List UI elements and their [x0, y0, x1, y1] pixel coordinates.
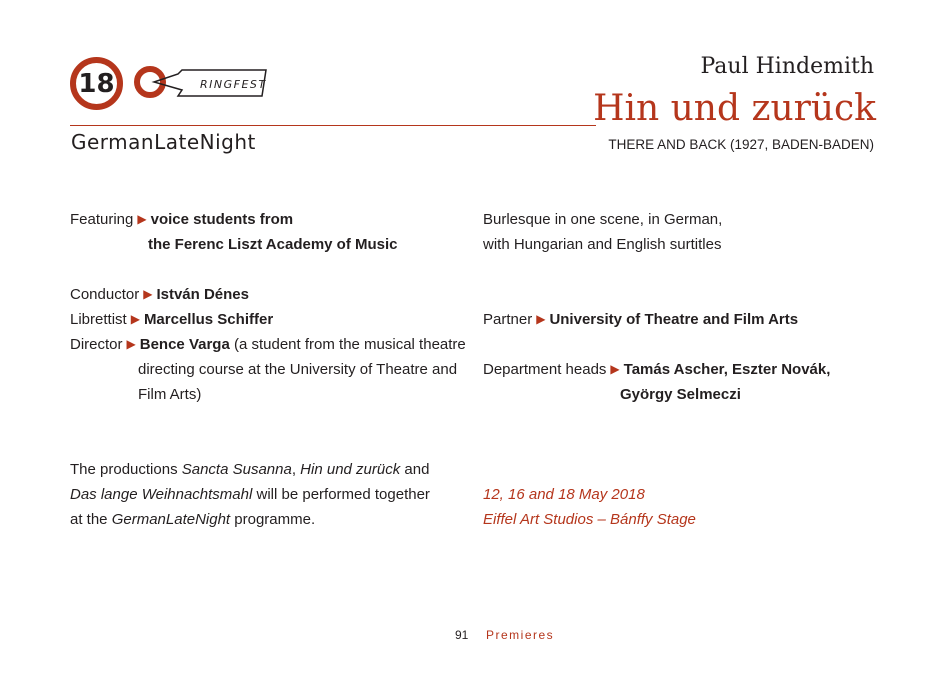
librettist-name: Marcellus Schiffer	[143, 311, 274, 328]
arrow-right-icon: ▶	[536, 312, 546, 326]
note-text: ,	[291, 461, 301, 478]
series-name: GermanLateNight	[71, 130, 256, 154]
director-note-line2: directing course at the University of Theatre and	[138, 361, 458, 378]
conductor-row	[70, 282, 249, 307]
dept-heads-names: Tamás Ascher, Eszter Novák,	[623, 361, 831, 378]
partner-name: University of Theatre and Film Arts	[549, 311, 799, 328]
note-text: at the	[70, 511, 112, 528]
note-title-hin: Hin und zurück	[300, 461, 401, 478]
director-label: Director	[70, 336, 123, 353]
ringfest-logo	[132, 60, 272, 104]
age-rating-logo: 18	[70, 57, 123, 110]
note-text: The productions	[70, 461, 182, 478]
director-note-line3: Film Arts)	[138, 386, 202, 403]
librettist-row	[70, 307, 273, 332]
dept-heads-row	[483, 357, 830, 382]
conductor-label: Conductor	[70, 286, 140, 303]
dept-heads-label: Department heads	[483, 361, 607, 378]
section-name: Premieres	[486, 628, 555, 642]
performance-dates: 12, 16 and 18 May 2018	[483, 486, 645, 503]
ring-mark	[137, 69, 163, 95]
production-note-line1	[70, 457, 429, 482]
featuring-value-line2: the Ferenc Liszt Academy of Music	[148, 236, 398, 253]
genre-line2: with Hungarian and English surtitles	[483, 236, 722, 253]
partner-label: Partner	[483, 311, 533, 328]
arrow-right-icon: ▶	[137, 212, 147, 226]
note-title-sancta: Sancta Susanna	[181, 461, 292, 478]
note-text: and	[400, 461, 430, 478]
work-subtitle: THERE AND BACK (1927, BADEN-BADEN)	[608, 137, 874, 152]
director-note: (a student from the musical theatre	[229, 336, 466, 353]
conductor-name: István Dénes	[156, 286, 249, 303]
performance-venue: Eiffel Art Studios – Bánffy Stage	[483, 511, 696, 528]
director-name: Bence Varga	[139, 336, 230, 353]
arrow-right-icon: ▶	[610, 362, 620, 376]
librettist-label: Librettist	[70, 311, 127, 328]
festival-logo-text: RINGFEST	[200, 78, 267, 91]
arrow-right-icon: ▶	[143, 287, 153, 301]
composer-name: Paul Hindemith	[700, 54, 874, 79]
partner-row	[483, 307, 798, 332]
featuring-value: voice students from	[150, 211, 294, 228]
genre-line1: Burlesque in one scene, in German,	[483, 211, 723, 228]
arrow-right-icon: ▶	[126, 337, 136, 351]
production-note-line2	[70, 482, 430, 507]
featuring-label: Featuring	[70, 211, 134, 228]
production-note-line3	[70, 507, 315, 532]
note-series: GermanLateNight	[111, 511, 231, 528]
page-number: 91	[455, 628, 469, 642]
arrow-right-icon: ▶	[130, 312, 140, 326]
note-text: programme.	[230, 511, 316, 528]
header-rule	[70, 125, 596, 126]
note-title-weihnacht: Das lange Weihnachtsmahl	[70, 486, 253, 503]
featuring-row	[70, 207, 293, 232]
director-row	[70, 332, 466, 357]
note-text: will be performed together	[252, 486, 430, 503]
work-title: Hin und zurück	[593, 88, 876, 129]
dept-heads-line2: György Selmeczi	[620, 386, 741, 403]
